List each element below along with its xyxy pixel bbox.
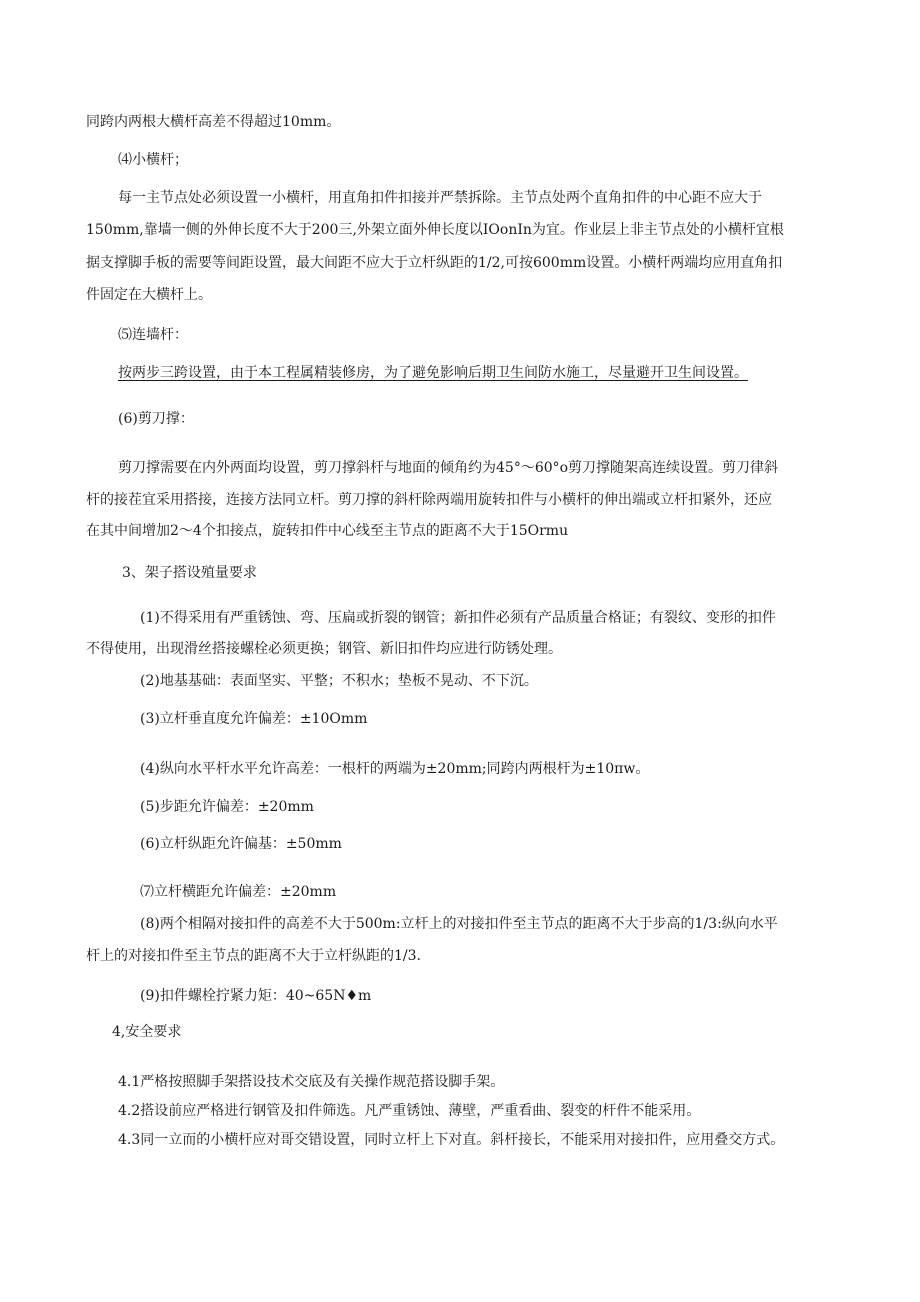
section-heading-quality: 3、架子搭设殖量要求 [122, 565, 257, 581]
text-line: (8)两个相隔对接扣件的高差不大于500m:立杆上的对接扣件至主节点的距离不大于步高的1/3:纵向水平 [140, 916, 778, 932]
text-line: 每一主节点处必须设置一小横杆，用直角扣件扣接并严禁拆除。主节点处两个直角扣件的中心距不应大于 [118, 190, 762, 206]
text-line: (4)纵向水平杆水平允许高差：一根杆的两端为±20mm;同跨内两根杆为±10πw。 [140, 761, 650, 777]
text-line: (9)扣件螺栓拧紧力矩：40~65N♦m [140, 988, 372, 1004]
heading-wall-tie: ⑸连墙杆： [118, 327, 188, 343]
text-line: 4.3同一立而的小横杆应对哥交错设置，同时立杆上下对直。斜杆接长，不能采用对接扣件，应用叠交方式。 [118, 1132, 785, 1148]
text-line: (2)地基基础：表面坚实、平整；不积水；垫板不晃动、不下沉。 [140, 673, 538, 689]
heading-small-crossbar: ⑷小横杆； [118, 152, 188, 168]
text-line: 在其中间增加2〜4个扣接点，旋转扣件中心线至主节点的距离不大于15Ormu [86, 523, 569, 539]
text-line: 件固定在大横杆上。 [86, 287, 212, 303]
underlined-text-line: 按两步三跨设置，由于本工程属精装修房，为了避免影响后期卫生间防水施工，尽量避开卫生间设置。 [118, 365, 748, 381]
text-line: 剪刀撑需要在内外两面均设置，剪刀撑斜杆与地面的倾角约为45°〜60°o剪刀撑随架高连续设置。剪刀律斜 [118, 460, 779, 476]
text-line: (5)步距允许偏差：±20mm [140, 799, 314, 815]
text-line: 150mm,靠墙一侧的外伸长度不大于200三,外架立面外伸长度以IOonIn为宜。作业层上非主节点处的小横杆宜根 [86, 222, 784, 238]
text-line: 4.2搭设前应严格进行钢管及扣件筛选。凡严重锈蚀、薄壁，严重看曲、裂变的杆件不能采用。 [118, 1103, 701, 1119]
text-line: (3)立杆垂直度允许偏差：±10Omm [140, 711, 368, 727]
section-heading-safety: 4,安全要求 [112, 1024, 182, 1040]
text-line: ⑺立杆横距允许偏差：±20mm [140, 884, 337, 900]
text-line: (1)不得采用有严重锈蚀、弯、压扁或折裂的钢管；新扣件必须有产品质量合格证；有裂纹、变形的扣件 [140, 610, 776, 626]
text-line: 杆上的对接扣件至主节点的距离不大于立杆纵距的1/3. [86, 948, 421, 964]
text-line: 不得使用，出现滑丝搭接螺栓必须更换；钢管、新旧扣件均应进行防锈处理。 [86, 641, 562, 657]
text-line: 4.1严格按照脚手架搭设技术交底及有关操作规范搭设脚手架。 [118, 1074, 505, 1090]
text-line: 同跨内两根大横杆高差不得超过10mm。 [86, 114, 341, 130]
heading-scissor-brace: (6)剪刀撑： [118, 411, 194, 427]
text-line: 据支撑脚手板的需要等间距设置，最大间距不应大于立杆纵距的1/2,可按600mm设置。小横杆两端均应用直角扣 [86, 255, 783, 271]
text-line: 杆的接茬宜采用搭接，连接方法同立杆。剪刀撑的斜杆除两端用旋转扣件与小横杆的伸出端或立杆扣紧外，还应 [86, 492, 772, 508]
text-line: (6)立杆纵距允许偏基：±50mm [140, 836, 342, 852]
